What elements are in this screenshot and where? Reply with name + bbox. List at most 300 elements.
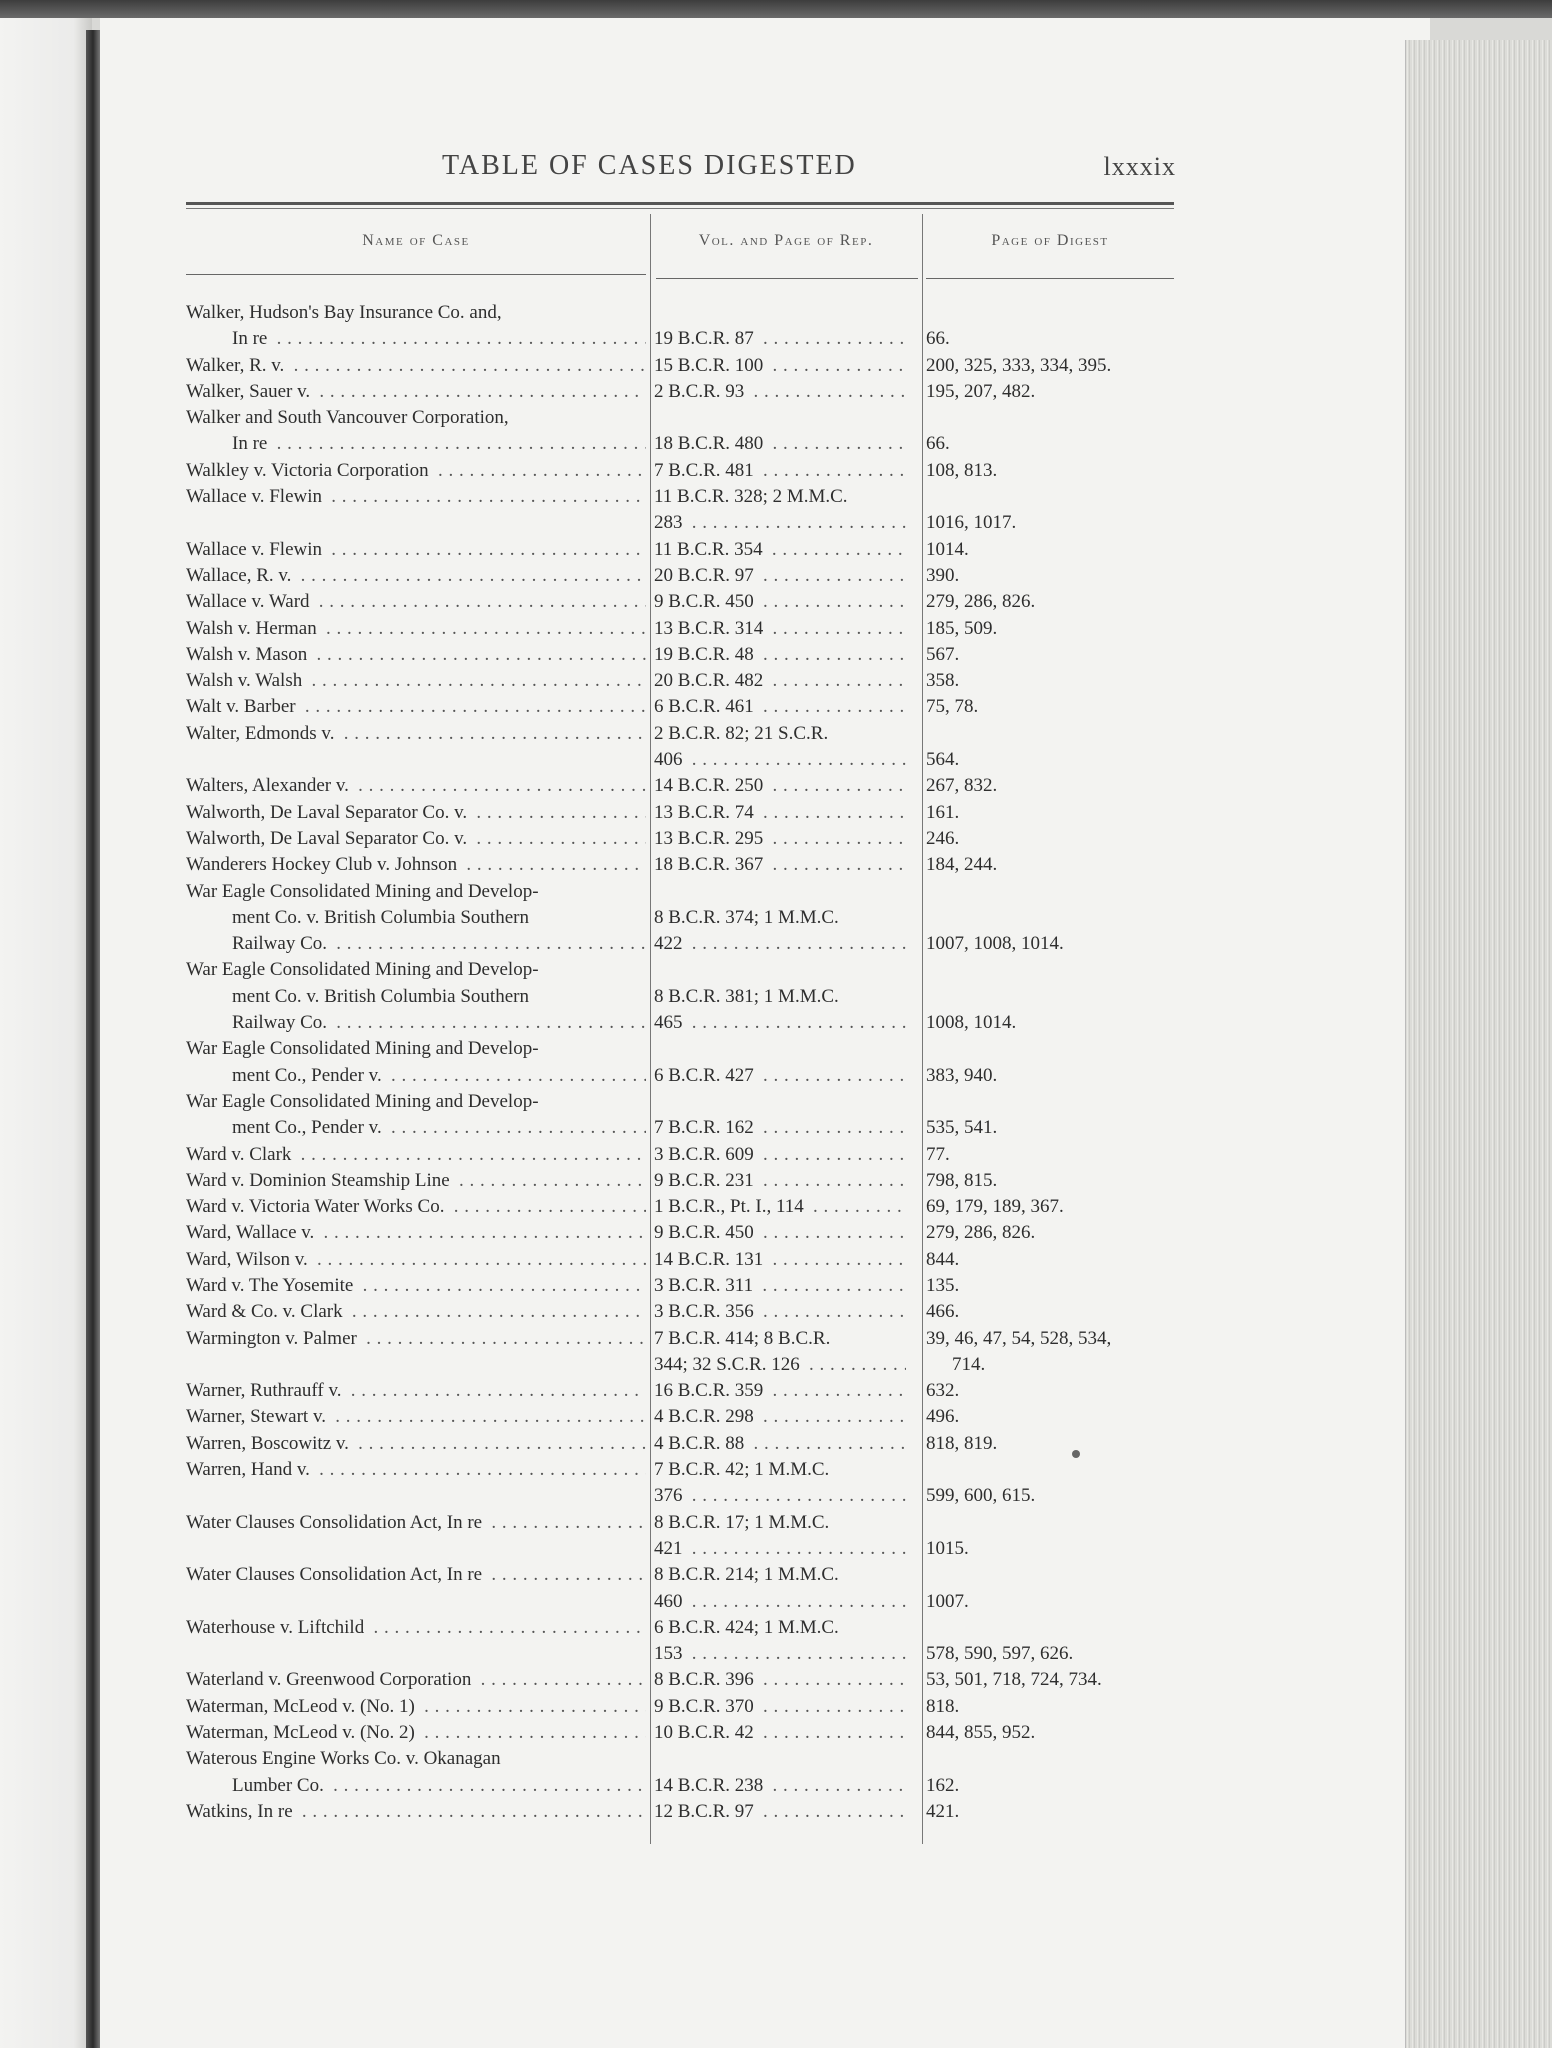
case-name <box>186 1299 646 1325</box>
report-reference <box>654 1457 906 1483</box>
page-edges <box>1405 40 1552 2048</box>
report-reference-text <box>654 959 658 980</box>
case-name <box>186 353 646 379</box>
case-name <box>186 800 646 826</box>
table-row <box>186 1510 1176 1536</box>
report-reference <box>654 563 906 589</box>
report-reference <box>654 1247 906 1273</box>
report-reference-text: 344; 32 S.C.R. 126 <box>654 1354 804 1375</box>
report-reference-text: 4 B.C.R. 298 <box>654 1406 758 1427</box>
case-name <box>186 458 646 484</box>
digest-pages: 599, 600, 615. <box>926 1485 1036 1507</box>
digest-pages: 1016, 1017. <box>926 512 1017 534</box>
case-name-text: Railway Co. <box>232 933 331 954</box>
case-name <box>186 668 646 694</box>
report-reference-text: 7 B.C.R. 42; 1 M.M.C. <box>654 1459 833 1480</box>
report-reference-text <box>654 407 658 428</box>
case-name-text: Warner, Stewart v. <box>186 1406 330 1427</box>
report-reference <box>654 852 906 878</box>
table-row <box>186 353 1176 379</box>
case-name <box>186 379 646 405</box>
digest-pages: 358. <box>926 670 960 692</box>
table-row <box>186 1483 1176 1509</box>
case-name <box>186 747 646 773</box>
case-name <box>186 1589 646 1615</box>
report-reference <box>654 642 906 668</box>
table-row <box>186 905 1176 931</box>
report-reference-text: 465 <box>654 1012 687 1033</box>
table-row <box>186 510 1176 536</box>
digest-pages: 844, 855, 952. <box>926 1722 1036 1744</box>
case-name <box>186 1536 646 1562</box>
report-reference <box>654 668 906 694</box>
case-name-text: Waterous Engine Works Co. v. Okanagan <box>186 1748 505 1769</box>
table-row <box>186 405 1176 431</box>
report-reference <box>654 1667 906 1693</box>
report-reference <box>654 353 906 379</box>
case-name <box>186 1615 646 1641</box>
table-row <box>186 931 1176 957</box>
report-reference <box>654 1142 906 1168</box>
report-reference <box>654 431 906 457</box>
case-name-text: Walworth, De Laval Separator Co. v. <box>186 802 471 823</box>
report-reference-text: 2 B.C.R. 82; 21 S.C.R. <box>654 723 832 744</box>
case-name-text: ment Co. v. British Columbia Southern <box>232 986 533 1007</box>
report-reference-text: 1 B.C.R., Pt. I., 114 <box>654 1196 808 1217</box>
case-name <box>186 931 646 957</box>
table-row <box>186 694 1176 720</box>
case-name <box>186 405 646 431</box>
case-name <box>186 537 646 563</box>
report-reference-text <box>654 1038 658 1059</box>
running-header <box>186 150 1176 190</box>
case-name <box>186 1457 646 1483</box>
report-reference <box>654 957 906 983</box>
table-row <box>186 1168 1176 1194</box>
digest-pages: 1007. <box>926 1590 969 1612</box>
report-reference-text: 9 B.C.R. 450 <box>654 591 758 612</box>
case-name <box>186 484 646 510</box>
case-name <box>186 1142 646 1168</box>
table-row <box>186 1220 1176 1246</box>
case-name-text: War Eagle Consolidated Mining and Develop- <box>186 1091 543 1112</box>
case-name <box>186 1694 646 1720</box>
case-name-text <box>186 1485 190 1506</box>
case-name-text: Wanderers Hockey Club v. Johnson <box>186 854 461 875</box>
case-name <box>186 616 646 642</box>
report-reference <box>654 1720 906 1746</box>
digest-pages: 195, 207, 482. <box>926 380 1036 402</box>
report-reference-text <box>654 1091 658 1112</box>
table-row <box>186 1142 1176 1168</box>
digest-pages: 1008, 1014. <box>926 1012 1017 1034</box>
column-header-rule <box>186 274 646 275</box>
table-row <box>186 1615 1176 1641</box>
report-reference <box>654 1010 906 1036</box>
report-reference <box>654 1378 906 1404</box>
table-row <box>186 537 1176 563</box>
digest-pages: 267, 832. <box>926 775 998 797</box>
case-name-text <box>186 1591 190 1612</box>
report-reference-text: 9 B.C.R. 231 <box>654 1170 758 1191</box>
report-reference-text: 6 B.C.R. 424; 1 M.M.C. <box>654 1617 843 1638</box>
case-name-text: Waterman, McLeod v. (No. 1) <box>186 1696 419 1717</box>
case-name <box>186 589 646 615</box>
scan-top-edge <box>0 0 1552 18</box>
report-reference-text <box>654 1748 658 1769</box>
report-reference-text: 15 B.C.R. 100 <box>654 355 767 376</box>
table-row <box>186 1562 1176 1588</box>
digest-pages: 66. <box>926 433 950 455</box>
report-reference-text: 11 B.C.R. 328; 2 M.M.C. <box>654 486 852 507</box>
report-reference <box>654 1273 906 1299</box>
digest-pages: 162. <box>926 1774 960 1796</box>
digest-pages: 1015. <box>926 1537 969 1559</box>
case-name-text: Ward & Co. v. Clark <box>186 1301 347 1322</box>
report-reference <box>654 773 906 799</box>
report-reference <box>654 694 906 720</box>
case-name-text: War Eagle Consolidated Mining and Develop- <box>186 959 543 980</box>
report-reference <box>654 1089 906 1115</box>
case-name-text: Walworth, De Laval Separator Co. v. <box>186 828 471 849</box>
case-name-text <box>186 512 190 533</box>
report-reference-text: 9 B.C.R. 370 <box>654 1696 758 1717</box>
case-name <box>186 1036 646 1062</box>
case-name <box>186 1194 646 1220</box>
table-row <box>186 668 1176 694</box>
table-row <box>186 1589 1176 1615</box>
report-reference-text: 406 <box>654 749 687 770</box>
case-name-text: Wallace v. Flewin <box>186 539 326 560</box>
case-name <box>186 721 646 747</box>
case-name <box>186 563 646 589</box>
report-reference <box>654 800 906 826</box>
table-row <box>186 563 1176 589</box>
case-name <box>186 1562 646 1588</box>
report-reference <box>654 1694 906 1720</box>
report-reference-text: 3 B.C.R. 609 <box>654 1144 758 1165</box>
table-row <box>186 1273 1176 1299</box>
digest-pages: 632. <box>926 1380 960 1402</box>
table-row <box>186 458 1176 484</box>
report-reference <box>654 1562 906 1588</box>
report-reference-text: 8 B.C.R. 396 <box>654 1669 758 1690</box>
ink-speck <box>1072 1450 1080 1458</box>
case-name-text: Walsh v. Walsh <box>186 670 306 691</box>
case-name-text: Ward, Wallace v. <box>186 1222 318 1243</box>
report-reference <box>654 1483 906 1509</box>
report-reference <box>654 1352 906 1378</box>
digest-pages: 844. <box>926 1248 960 1270</box>
case-name <box>186 431 646 457</box>
case-name <box>186 984 646 1010</box>
case-name-text: Railway Co. <box>232 1012 331 1033</box>
report-reference-text: 8 B.C.R. 214; 1 M.M.C. <box>654 1564 843 1585</box>
case-name <box>186 1641 646 1667</box>
report-reference <box>654 300 906 326</box>
case-name <box>186 879 646 905</box>
report-reference-text: 20 B.C.R. 482 <box>654 670 767 691</box>
report-reference-text: 8 B.C.R. 381; 1 M.M.C. <box>654 986 843 1007</box>
case-name <box>186 326 646 352</box>
case-name-text: Water Clauses Consolidation Act, In re <box>186 1512 486 1533</box>
report-reference-text: 13 B.C.R. 74 <box>654 802 758 823</box>
case-name-text: Walter, Edmonds v. <box>186 723 338 744</box>
table-row <box>186 484 1176 510</box>
report-reference <box>654 1299 906 1325</box>
case-name <box>186 773 646 799</box>
page-title: TABLE OF CASES DIGESTED <box>442 150 857 181</box>
report-reference-text <box>654 302 658 323</box>
report-reference <box>654 510 906 536</box>
table-row <box>186 300 1176 326</box>
report-reference <box>654 984 906 1010</box>
case-name <box>186 1746 646 1772</box>
report-reference-text: 460 <box>654 1591 687 1612</box>
digest-pages: 564. <box>926 749 960 771</box>
report-reference-text: 6 B.C.R. 427 <box>654 1065 758 1086</box>
table-row <box>186 1536 1176 1562</box>
digest-pages: 200, 325, 333, 334, 395. <box>926 354 1112 376</box>
report-reference-text: 7 B.C.R. 481 <box>654 460 758 481</box>
case-name-text <box>186 1538 190 1559</box>
table-row <box>186 1641 1176 1667</box>
digest-pages: 714. <box>952 1353 986 1375</box>
case-name <box>186 1510 646 1536</box>
table-row <box>186 747 1176 773</box>
table-row <box>186 1115 1176 1141</box>
case-name-text: In re <box>232 328 271 349</box>
report-reference <box>654 826 906 852</box>
table-row <box>186 1746 1176 1772</box>
table-row <box>186 1431 1176 1457</box>
report-reference <box>654 537 906 563</box>
report-reference-text: 376 <box>654 1485 687 1506</box>
table-row <box>186 957 1176 983</box>
case-name-text: Ward v. Victoria Water Works Co. <box>186 1196 448 1217</box>
digest-pages: 77. <box>926 1143 950 1165</box>
table-row <box>186 1194 1176 1220</box>
case-name <box>186 852 646 878</box>
report-reference-text: 13 B.C.R. 295 <box>654 828 767 849</box>
report-reference <box>654 1115 906 1141</box>
report-reference-text: 6 B.C.R. 461 <box>654 696 758 717</box>
report-reference-text: 7 B.C.R. 162 <box>654 1117 758 1138</box>
report-reference-text: 13 B.C.R. 314 <box>654 618 767 639</box>
case-name-text: Ward v. Dominion Steamship Line <box>186 1170 454 1191</box>
report-reference-text: 3 B.C.R. 311 <box>654 1275 757 1296</box>
case-name-text <box>186 749 190 770</box>
digest-pages: 1007, 1008, 1014. <box>926 933 1064 955</box>
report-reference <box>654 1510 906 1536</box>
header-rule-thick <box>186 202 1174 205</box>
case-name <box>186 1404 646 1430</box>
report-reference-text: 8 B.C.R. 17; 1 M.M.C. <box>654 1512 833 1533</box>
report-reference <box>654 484 906 510</box>
case-name <box>186 1273 646 1299</box>
case-name-text: In re <box>232 433 271 454</box>
report-reference <box>654 1431 906 1457</box>
report-reference <box>654 589 906 615</box>
table-row <box>186 984 1176 1010</box>
case-name-text: Walker, Hudson's Bay Insurance Co. and, <box>186 302 506 323</box>
report-reference <box>654 905 906 931</box>
digest-pages: 279, 286, 826. <box>926 1222 1036 1244</box>
table-row <box>186 1063 1176 1089</box>
table-row <box>186 800 1176 826</box>
case-name <box>186 1483 646 1509</box>
case-name <box>186 1168 646 1194</box>
case-name <box>186 642 646 668</box>
case-name-text: Watkins, In re <box>186 1801 297 1822</box>
report-reference <box>654 405 906 431</box>
digest-pages: 246. <box>926 827 960 849</box>
report-reference-text: 8 B.C.R. 374; 1 M.M.C. <box>654 907 843 928</box>
report-reference <box>654 1220 906 1246</box>
report-reference-text: 421 <box>654 1538 687 1559</box>
case-name-text: Warren, Hand v. <box>186 1459 314 1480</box>
case-name-text: ment Co. v. British Columbia Southern <box>232 907 533 928</box>
case-name-text: Warmington v. Palmer <box>186 1328 361 1349</box>
case-name <box>186 1378 646 1404</box>
digest-pages: 66. <box>926 328 950 350</box>
report-reference <box>654 1194 906 1220</box>
case-name <box>186 1431 646 1457</box>
report-reference <box>654 379 906 405</box>
case-name <box>186 1720 646 1746</box>
case-name-text: Waterland v. Greenwood Corporation <box>186 1669 475 1690</box>
report-reference-text: 11 B.C.R. 354 <box>654 539 767 560</box>
report-reference-text: 19 B.C.R. 87 <box>654 328 758 349</box>
case-name <box>186 1773 646 1799</box>
case-name <box>186 510 646 536</box>
facing-page-edge <box>0 18 92 2048</box>
report-reference <box>654 326 906 352</box>
table-row <box>186 642 1176 668</box>
case-name <box>186 694 646 720</box>
case-name <box>186 1220 646 1246</box>
case-name-text: Waterhouse v. Liftchild <box>186 1617 368 1638</box>
report-reference <box>654 747 906 773</box>
case-name-text <box>186 1354 190 1375</box>
table-row <box>186 773 1176 799</box>
case-name-text: Walker, R. v. <box>186 355 288 376</box>
case-name <box>186 300 646 326</box>
report-reference <box>654 1536 906 1562</box>
table-row <box>186 1352 1176 1378</box>
report-reference-text: 14 B.C.R. 238 <box>654 1775 767 1796</box>
digest-pages: 466. <box>926 1301 960 1323</box>
report-reference-text <box>654 881 658 902</box>
case-name-text: Wallace, R. v. <box>186 565 295 586</box>
report-reference-text: 283 <box>654 512 687 533</box>
report-reference <box>654 1168 906 1194</box>
case-name <box>186 1063 646 1089</box>
table-row <box>186 326 1176 352</box>
report-reference-text: 9 B.C.R. 450 <box>654 1222 758 1243</box>
report-reference <box>654 1746 906 1772</box>
report-reference-text: 12 B.C.R. 97 <box>654 1801 758 1822</box>
case-name-text: War Eagle Consolidated Mining and Develop- <box>186 1038 543 1059</box>
report-reference-text: 3 B.C.R. 356 <box>654 1301 758 1322</box>
case-name <box>186 826 646 852</box>
case-name <box>186 1247 646 1273</box>
report-reference <box>654 1799 906 1825</box>
digest-pages: 39, 46, 47, 54, 528, 534, <box>926 1327 1112 1349</box>
digest-pages: 279, 286, 826. <box>926 591 1036 613</box>
report-reference-text: 14 B.C.R. 250 <box>654 775 767 796</box>
column-header-digest: Page of Digest <box>991 232 1109 249</box>
digest-pages: 69, 179, 189, 367. <box>926 1196 1064 1218</box>
report-reference-text: 20 B.C.R. 97 <box>654 565 758 586</box>
case-name-text: Walt v. Barber <box>186 696 300 717</box>
table-row <box>186 1694 1176 1720</box>
report-reference <box>654 1589 906 1615</box>
case-name <box>186 1667 646 1693</box>
case-name <box>186 1326 646 1352</box>
report-reference <box>654 616 906 642</box>
table-row <box>186 431 1176 457</box>
table-row <box>186 589 1176 615</box>
column-header-rule <box>926 278 1174 279</box>
report-reference <box>654 1404 906 1430</box>
report-reference <box>654 931 906 957</box>
report-reference <box>654 1773 906 1799</box>
report-reference <box>654 1036 906 1062</box>
digest-pages: 135. <box>926 1274 960 1296</box>
report-reference-text: 422 <box>654 933 687 954</box>
table-row <box>186 721 1176 747</box>
report-reference <box>654 1615 906 1641</box>
case-name-text: ment Co., Pender v. <box>232 1065 386 1086</box>
cases-table <box>186 300 1176 1825</box>
digest-pages: 567. <box>926 643 960 665</box>
digest-pages: 383, 940. <box>926 1064 998 1086</box>
case-name-text: Walsh v. Herman <box>186 618 321 639</box>
header-rule-thin <box>186 208 1174 209</box>
report-reference-text: 10 B.C.R. 42 <box>654 1722 758 1743</box>
report-reference-text: 18 B.C.R. 367 <box>654 854 767 875</box>
case-name <box>186 1799 646 1825</box>
table-row <box>186 826 1176 852</box>
case-name-text: War Eagle Consolidated Mining and Develop- <box>186 881 543 902</box>
digest-pages: 53, 501, 718, 724, 734. <box>926 1669 1102 1691</box>
case-name <box>186 905 646 931</box>
digest-pages: 75, 78. <box>926 696 979 718</box>
case-name-text: Ward, Wilson v. <box>186 1249 312 1270</box>
case-name <box>186 1352 646 1378</box>
report-reference-text: 14 B.C.R. 131 <box>654 1249 767 1270</box>
digest-pages: 818. <box>926 1695 960 1717</box>
report-reference-text: 4 B.C.R. 88 <box>654 1433 748 1454</box>
digest-pages: 108, 813. <box>926 459 998 481</box>
digest-pages: 421. <box>926 1800 960 1822</box>
table-row <box>186 1299 1176 1325</box>
table-row <box>186 1720 1176 1746</box>
case-name-text: Walsh v. Mason <box>186 644 311 665</box>
book-spine <box>86 30 100 2048</box>
table-row <box>186 1378 1176 1404</box>
report-reference <box>654 879 906 905</box>
table-row <box>186 879 1176 905</box>
column-header-name: Name of Case <box>362 232 470 249</box>
case-name-text: Walker, Sauer v. <box>186 381 314 402</box>
digest-pages: 578, 590, 597, 626. <box>926 1643 1074 1665</box>
case-name-text: Warner, Ruthrauff v. <box>186 1380 345 1401</box>
report-reference <box>654 1063 906 1089</box>
case-name-text: Lumber Co. <box>232 1775 328 1796</box>
table-row <box>186 1667 1176 1693</box>
